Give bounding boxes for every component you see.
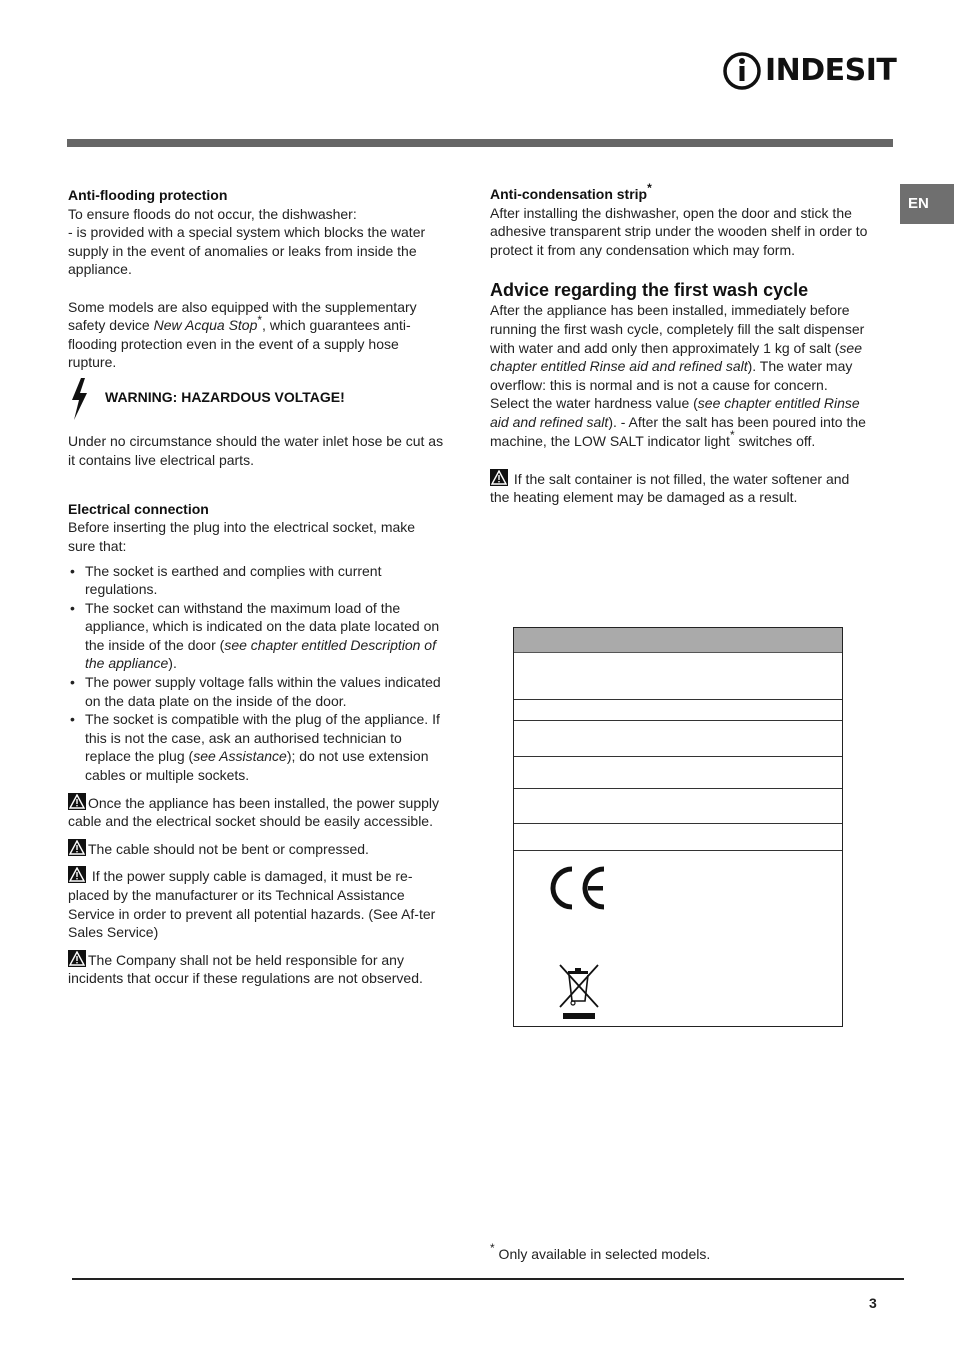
salt-warning-note: If the salt container is not filled, the water softener and the heating element may be damaged as a result. bbox=[490, 470, 850, 506]
hazard-warning-title: WARNING: HAZARDOUS VOLTAGE! bbox=[105, 388, 345, 405]
liability-note: The Company shall not be held responsible for any incidents that occur if these regulations are not observed. bbox=[68, 951, 423, 987]
installation-note: Once the appliance has been installed, the power supply cable and the electrical socket should be easily accessible. bbox=[68, 794, 440, 830]
table-row bbox=[514, 824, 842, 851]
brand-wordmark: INDESIT bbox=[765, 53, 897, 88]
weee-bin-icon bbox=[558, 963, 600, 1021]
anti-condensation-heading: Anti-condensation strip* bbox=[490, 181, 652, 202]
indesit-logo bbox=[723, 50, 897, 92]
acqua-stop-name: New Acqua Stop bbox=[153, 317, 258, 334]
logo-i-mark-icon bbox=[723, 50, 763, 92]
table-row bbox=[514, 653, 842, 700]
first-wash-text: After the appliance has been installed, immediately before running the first wash cycle, completely fill the salt dispenser with water and add only then approximately 1 kg of salt (see chapter entitled Rinse aid and refined salt). The water may overflow: this is normal and is not a cause for concern. Select the water hardness value (see chapter entitled Rinse aid and refined salt). - After the salt has been poured into the machine, the LOW SALT indicator light* switches off. bbox=[490, 302, 866, 449]
lightning-bolt-icon bbox=[68, 378, 90, 420]
anti-flooding-intro: To ensure floods do not occur, the dishwasher: bbox=[68, 205, 357, 222]
page-number: 3 bbox=[869, 1295, 877, 1311]
warning-triangle-icon bbox=[68, 793, 86, 810]
list-item: • The socket is compatible with the plug of the appliance. If this is not the case, ask an authorised technician to replace the plug (see Assistance); do not use extension cables or multiple sockets. bbox=[68, 710, 444, 784]
table-row bbox=[514, 721, 842, 757]
table-row bbox=[514, 789, 842, 824]
language-tab: EN bbox=[900, 184, 954, 224]
warning-triangle-icon bbox=[68, 950, 86, 967]
warning-triangle-icon bbox=[68, 866, 86, 883]
certification-marks bbox=[514, 851, 842, 1021]
hazard-warning-text: Under no circumstance should the water inlet hose be cut as it contains live electrical parts. bbox=[68, 432, 444, 468]
damaged-cable-note: If the power supply cable is damaged, it must be re-placed by the manufacturer or its Technical Assistance Service in order to prevent all potential hazards. (See Af-ter Sales Service) bbox=[68, 868, 436, 941]
list-item: • The socket can withstand the maximum load of the appliance, which is indicated on the data plate located on the inside of the door (see chapter entitled Description of the appliance). bbox=[68, 599, 444, 673]
warning-triangle-icon bbox=[490, 469, 508, 486]
technical-data-table bbox=[513, 627, 843, 1027]
ce-mark-icon bbox=[544, 863, 608, 913]
warning-triangle-icon bbox=[68, 839, 86, 856]
first-wash-heading: Advice regarding the first wash cycle bbox=[490, 280, 809, 301]
electrical-checklist bbox=[68, 562, 444, 785]
left-column bbox=[68, 186, 444, 988]
table-row bbox=[514, 700, 842, 721]
footnote: * Only available in selected models. bbox=[490, 1241, 711, 1262]
footer-rule bbox=[72, 1278, 904, 1280]
anti-condensation-text: After installing the dishwasher, open the door and stick the adhesive transparent strip under the wooden shelf in order to protect it from any condensation which may form. bbox=[490, 204, 868, 258]
list-item: • The socket is earthed and complies with current regulations. bbox=[68, 562, 444, 599]
electrical-connection-heading: Electrical connection bbox=[68, 500, 209, 517]
table-header bbox=[514, 628, 842, 653]
acqua-stop-paragraph: Some models are also equipped with the supplementary safety device New Acqua Stop*, which guarantees anti-flooding protection even in the event of a supply hose rupture. bbox=[68, 298, 417, 371]
table-row bbox=[514, 757, 842, 789]
electrical-connection-intro: Before inserting the plug into the electrical socket, make sure that: bbox=[68, 519, 416, 554]
cable-note: The cable should not be bent or compressed. bbox=[68, 839, 444, 859]
list-item: • The power supply voltage falls within the values indicated on the data plate on the inside of the door. bbox=[68, 673, 444, 710]
anti-flooding-system: - is provided with a special system which blocks the water supply in the event of anomalies or leaks from inside the appliance. bbox=[68, 224, 426, 278]
anti-flooding-heading: Anti-flooding protection bbox=[68, 187, 228, 203]
right-column bbox=[490, 181, 870, 507]
header-rule bbox=[67, 139, 893, 147]
hazard-warning bbox=[68, 372, 444, 432]
